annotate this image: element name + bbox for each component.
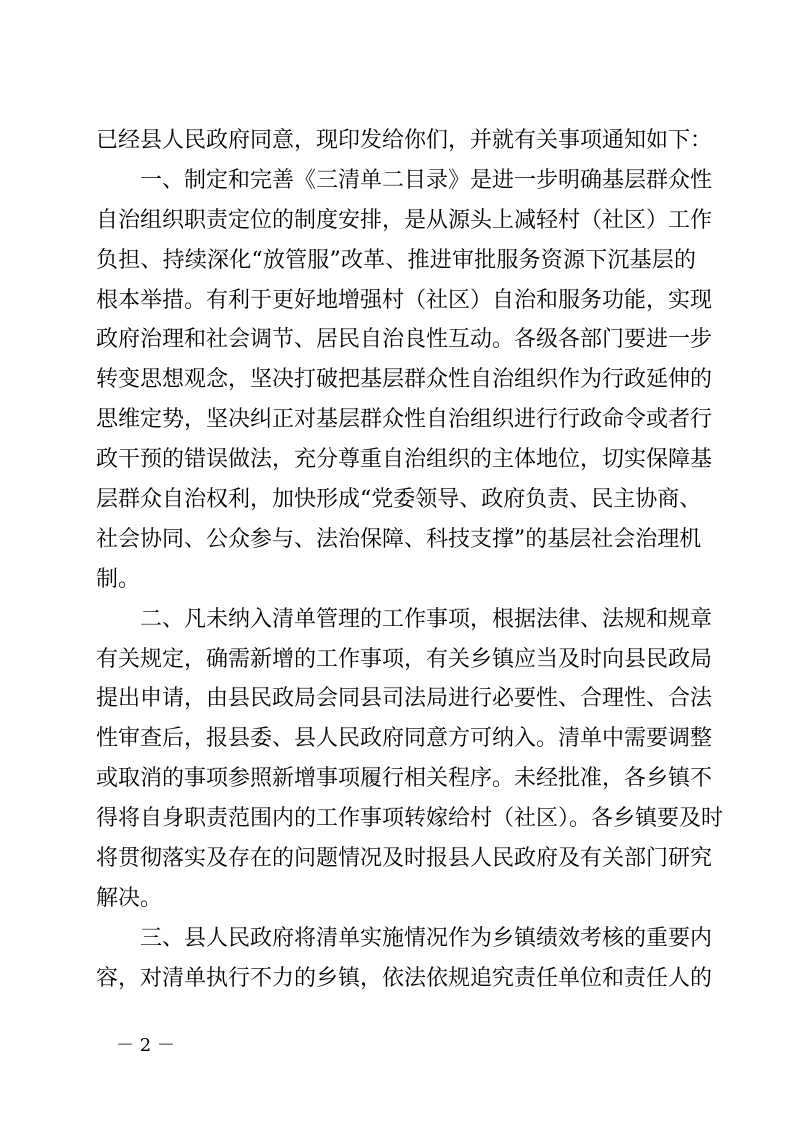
text-line: 社会协同、公众参与、法治保障、科技支撑”的基层社会治理机 [96, 526, 702, 552]
text-line: 有关规定，确需新增的工作事项，有关乡镇应当及时向县民政局 [96, 646, 713, 672]
text-line: 提出申请，由县民政局会同县司法局进行必要性、合理性、合法 [96, 686, 713, 712]
text-line: 政干预的错误做法，充分尊重自治组织的主体地位，切实保障基 [96, 447, 713, 473]
text-line: 将贯彻落实及存在的问题情况及时报县人民政府及有关部门研究 [96, 846, 713, 872]
text-line: 三、县人民政府将清单实施情况作为乡镇绩效考核的重要内 [140, 925, 713, 951]
text-line: 性审查后，报县委、县人民政府同意方可纳入。清单中需要调整 [96, 726, 713, 752]
text-line: 自治组织职责定位的制度安排，是从源头上减轻村（社区）工作 [96, 207, 713, 233]
text-line: 根本举措。有利于更好地增强村（社区）自治和服务功能，实现 [96, 287, 713, 313]
text-line: 已经县人民政府同意，现印发给你们，并就有关事项通知如下： [96, 128, 713, 153]
text-line: 层群众自治权利，加快形成“党委领导、政府负责、民主协商、 [96, 487, 702, 513]
text-line: 或取消的事项参照新增事项履行相关程序。未经批准，各乡镇不 [96, 766, 713, 792]
text-line: 解决。 [96, 885, 163, 911]
text-line: 负担、持续深化“放管服”改革、推进审批服务资源下沉基层的 [96, 247, 696, 273]
text-line: 容，对清单执行不力的乡镇，依法依规追究责任单位和责任人的 [96, 965, 713, 991]
text-line: 制。 [96, 566, 141, 592]
text-line: 一、制定和完善《三清单二目录》是进一步明确基层群众性 [140, 167, 713, 193]
text-line: 政府治理和社会调节、居民自治良性互动。各级各部门要进一步 [96, 327, 713, 353]
page-number: － 2 － [116, 1035, 175, 1056]
body-text [96, 121, 724, 999]
text-line: 二、凡未纳入清单管理的工作事项，根据法律、法规和规章 [140, 606, 713, 632]
text-line: 得将自身职责范围内的工作事项转嫁给村（社区）。各乡镇要及时 [96, 806, 724, 832]
text-line: 转变思想观念，坚决打破把基层群众性自治组织作为行政延伸的 [96, 367, 713, 393]
text-line: 思维定势，坚决纠正对基层群众性自治组织进行行政命令或者行 [96, 407, 713, 433]
